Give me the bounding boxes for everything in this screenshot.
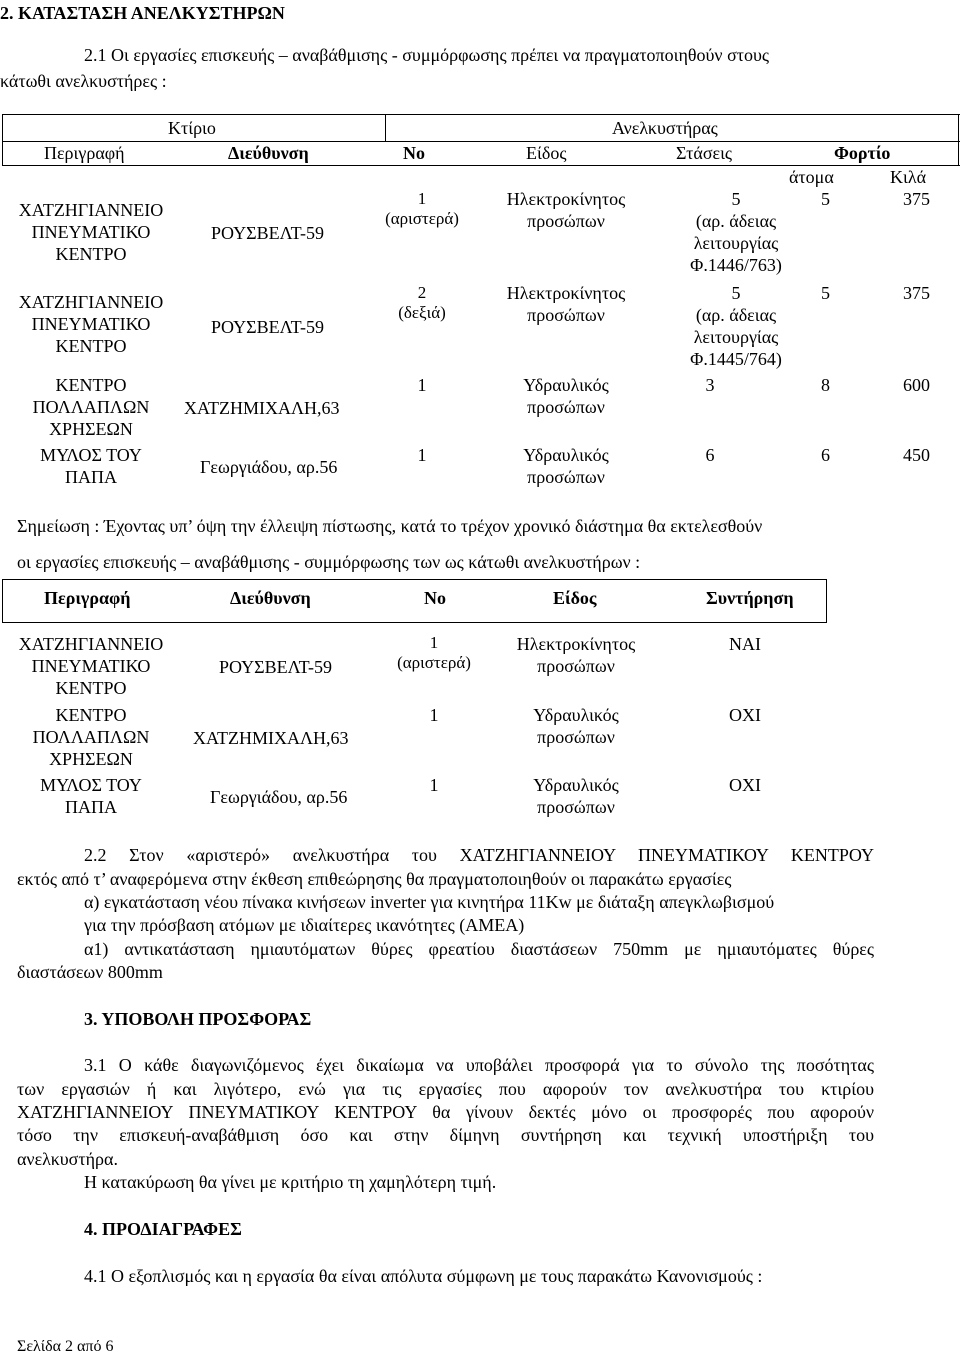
header-type: Είδος — [553, 588, 597, 608]
row-description: ΠΑΠΑ — [65, 797, 117, 817]
row-type: προσώπων — [537, 656, 615, 676]
row-maintenance: ΟΧΙ — [729, 775, 761, 795]
row-license: (αρ. άδειας — [695, 305, 777, 325]
table-border — [2, 579, 827, 580]
subheader-persons: άτομα — [789, 167, 834, 187]
row-description: ΚΕΝΤΡΟ — [55, 244, 127, 264]
table-border — [2, 579, 3, 623]
paragraph-2-2-item-a-line-1: α) εγκατάσταση νέου πίνακα κινήσεων inverter για κινητήρα 11Kw με διάταξη απεγκλωβισμού — [84, 892, 775, 912]
row-stops: 5 — [731, 283, 741, 303]
row-type: προσώπων — [527, 305, 605, 325]
row-number: 2 — [417, 283, 427, 302]
row-type: Υδραυλικός — [523, 375, 609, 395]
row-type: Υδραυλικός — [523, 445, 609, 465]
header-load: Φορτίο — [834, 143, 891, 163]
row-number: 1 — [429, 775, 439, 795]
header-description: Περιγραφή — [44, 588, 131, 608]
row-maintenance: ΝΑΙ — [729, 634, 761, 654]
row-stops: 6 — [705, 445, 715, 465]
table-border — [2, 622, 827, 623]
paragraph-2-2-item-a1-line-2: διαστάσεων 800mm — [17, 962, 163, 982]
row-kg: 375 — [903, 189, 930, 209]
paragraph-2-2-item-a-line-2: για την πρόσβαση ατόμων με ιδιαίτερες ικανότητες (ΑΜΕΑ) — [84, 915, 525, 935]
row-description: ΧΑΤΖΗΓΙΑΝΝΕΙΟ — [18, 634, 164, 654]
paragraph-3-1-line-2: των εργασιών ή και λιγότερο, ενώ για τις εργασίες που αφορούν τον ανελκυστήρα του κτιρίου — [17, 1079, 874, 1099]
row-description: ΚΕΝΤΡΟ — [55, 705, 127, 725]
row-type: προσώπων — [527, 211, 605, 231]
row-type: Ηλεκτροκίνητος — [506, 189, 626, 209]
row-type: προσώπων — [537, 727, 615, 747]
row-description: ΠΝΕΥΜΑΤΙΚΟ — [31, 314, 151, 334]
paragraph-2-2-line-1: 2.2 Στον «αριστερό» ανελκυστήρα του ΧΑΤΖΗΓΙΑΝΝΕΙΟΥ ΠΝΕΥΜΑΤΙΚΟΥ ΚΕΝΤΡΟΥ — [84, 845, 874, 865]
header-stops: Στάσεις — [676, 143, 733, 163]
table-border — [2, 114, 3, 166]
row-number-note: (δεξιά) — [398, 303, 446, 322]
section-2-heading: 2. ΚΑΤΑΣΤΑΣΗ ΑΝΕΛΚΥΣΤΗΡΩΝ — [0, 3, 285, 23]
table-border — [385, 114, 386, 141]
header-description: Περιγραφή — [44, 143, 125, 163]
row-number-note: (αριστερά) — [385, 209, 459, 228]
header-number: Νο — [424, 588, 446, 608]
row-stops: 3 — [705, 375, 715, 395]
row-description: ΧΑΤΖΗΓΙΑΝΝΕΙΟ — [18, 292, 164, 312]
row-description: ΠΑΠΑ — [65, 467, 117, 487]
row-address: Γεωργιάδου, αρ.56 — [210, 787, 348, 807]
row-address: Γεωργιάδου, αρ.56 — [200, 457, 338, 477]
row-description: ΚΕΝΤΡΟ — [55, 336, 127, 356]
row-persons: 8 — [821, 375, 830, 395]
row-description: ΧΡΗΣΕΩΝ — [49, 419, 133, 439]
row-number: 1 — [417, 445, 427, 465]
section-4-heading: 4. ΠΡΟΔΙΑΓΡΑΦΕΣ — [84, 1219, 242, 1239]
header-address: Διεύθυνση — [228, 143, 309, 163]
paragraph-3-1-line-5: ανελκυστήρα. — [17, 1149, 118, 1169]
row-persons: 6 — [821, 445, 830, 465]
header-type: Είδος — [526, 143, 567, 163]
row-persons: 5 — [821, 189, 830, 209]
row-number: 1 — [417, 189, 427, 208]
row-description: ΠΝΕΥΜΑΤΙΚΟ — [31, 222, 151, 242]
row-description: ΧΡΗΣΕΩΝ — [49, 749, 133, 769]
table-border — [826, 579, 827, 623]
header-elevator: Ανελκυστήρας — [612, 118, 718, 138]
row-number-note: (αριστερά) — [397, 653, 471, 672]
row-license: Φ.1445/764) — [690, 349, 782, 369]
row-persons: 5 — [821, 283, 830, 303]
row-license: λειτουργίας — [693, 233, 779, 253]
note-line-2: οι εργασίες επισκευής – αναβάθμισης - συμμόρφωσης των ως κάτωθι ανελκυστήρων : — [17, 552, 641, 572]
row-type: Υδραυλικός — [533, 705, 619, 725]
row-address: ΡΟΥΣΒΕΛΤ-59 — [211, 223, 325, 243]
row-license: Φ.1446/763) — [690, 255, 782, 275]
table-border — [2, 114, 960, 115]
row-address: ΧΑΤΖΗΜΙΧΑΛΗ,63 — [193, 728, 349, 748]
header-maintenance: Συντήρηση — [706, 588, 794, 608]
paragraph-4-1: 4.1 Ο εξοπλισμός και η εργασία θα είναι απόλυτα σύμφωνη με τους παρακάτω Κανονισμούς : — [84, 1266, 763, 1286]
paragraph-2-1-line-1: 2.1 Οι εργασίες επισκευής – αναβάθμισης - συμμόρφωσης πρέπει να πραγματοποιηθούν στους — [84, 45, 770, 65]
paragraph-2-2-line-2: εκτός από τ’ αναφερόμενα στην έκθεση επιθεώρησης θα πραγματοποιηθούν οι παρακάτω εργασίες — [17, 869, 732, 889]
page-footer: Σελίδα 2 από 6 — [17, 1338, 114, 1355]
header-building: Κτίριο — [168, 118, 216, 138]
row-kg: 375 — [903, 283, 930, 303]
paragraph-3-1-line-3: ΧΑΤΖΗΓΙΑΝΝΕΙΟΥ ΠΝΕΥΜΑΤΙΚΟΥ ΚΕΝΤΡΟΥ θα γίνουν δεκτές μόνο οι προσφορές που αφορούν — [17, 1102, 874, 1122]
row-kg: 450 — [903, 445, 930, 465]
paragraph-3-1-line-6: Η κατακύρωση θα γίνει με κριτήριο τη χαμηλότερη τιμή. — [84, 1172, 497, 1192]
paragraph-2-2-item-a1-line-1: α1) αντικατάσταση ημιαυτόματων θύρες φρεατίου διαστάσεων 750mm με ημιαυτόματες θύρες — [84, 939, 874, 959]
row-description: ΚΕΝΤΡΟ — [55, 375, 127, 395]
header-number: Νο — [403, 143, 425, 163]
row-description: ΠΟΛΛΑΠΛΩΝ — [32, 397, 150, 417]
row-description: ΚΕΝΤΡΟ — [55, 678, 127, 698]
row-kg: 600 — [903, 375, 930, 395]
row-address: ΡΟΥΣΒΕΛΤ-59 — [219, 657, 333, 677]
header-address: Διεύθυνση — [230, 588, 311, 608]
paragraph-3-1-line-1: 3.1 Ο κάθε διαγωνιζόμενος έχει δικαίωμα να υποβάλει προσφορά για το σύνολο της ποσότητας — [84, 1055, 874, 1075]
row-type: προσώπων — [527, 467, 605, 487]
row-description: ΜΥΛΟΣ ΤΟΥ — [40, 445, 142, 465]
section-3-heading: 3. ΥΠΟΒΟΛΗ ΠΡΟΣΦΟΡΑΣ — [84, 1009, 312, 1029]
row-license: λειτουργίας — [693, 327, 779, 347]
row-address: ΧΑΤΖΗΜΙΧΑΛΗ,63 — [184, 398, 340, 418]
row-license: (αρ. άδειας — [695, 211, 777, 231]
row-description: ΠΝΕΥΜΑΤΙΚΟ — [31, 656, 151, 676]
paragraph-3-1-line-4: τόσο την επισκευή-αναβάθμιση όσο και στην δίμηνη συντήρηση και τεχνική υποστήριξη του — [17, 1125, 874, 1145]
subheader-kg: Κιλά — [890, 167, 926, 187]
table-border — [2, 141, 960, 142]
row-description: ΠΟΛΛΑΠΛΩΝ — [32, 727, 150, 747]
row-description: ΧΑΤΖΗΓΙΑΝΝΕΙΟ — [18, 200, 164, 220]
row-type: Υδραυλικός — [533, 775, 619, 795]
row-number: 1 — [429, 705, 439, 725]
row-type: Ηλεκτροκίνητος — [516, 634, 636, 654]
row-description: ΜΥΛΟΣ ΤΟΥ — [40, 775, 142, 795]
row-maintenance: ΟΧΙ — [729, 705, 761, 725]
note-line-1: Σημείωση : Έχοντας υπ’ όψη την έλλειψη πίστωσης, κατά το τρέχον χρονικό διάστημα θα εκτελεσθούν — [17, 516, 763, 536]
row-type: προσώπων — [527, 397, 605, 417]
row-address: ΡΟΥΣΒΕΛΤ-59 — [211, 317, 325, 337]
row-stops: 5 — [731, 189, 741, 209]
row-number: 1 — [429, 633, 439, 652]
paragraph-2-1-line-2: κάτωθι ανελκυστήρες : — [0, 71, 167, 91]
row-type: προσώπων — [537, 797, 615, 817]
table-border — [958, 114, 959, 166]
row-type: Ηλεκτροκίνητος — [506, 283, 626, 303]
row-number: 1 — [417, 375, 427, 395]
